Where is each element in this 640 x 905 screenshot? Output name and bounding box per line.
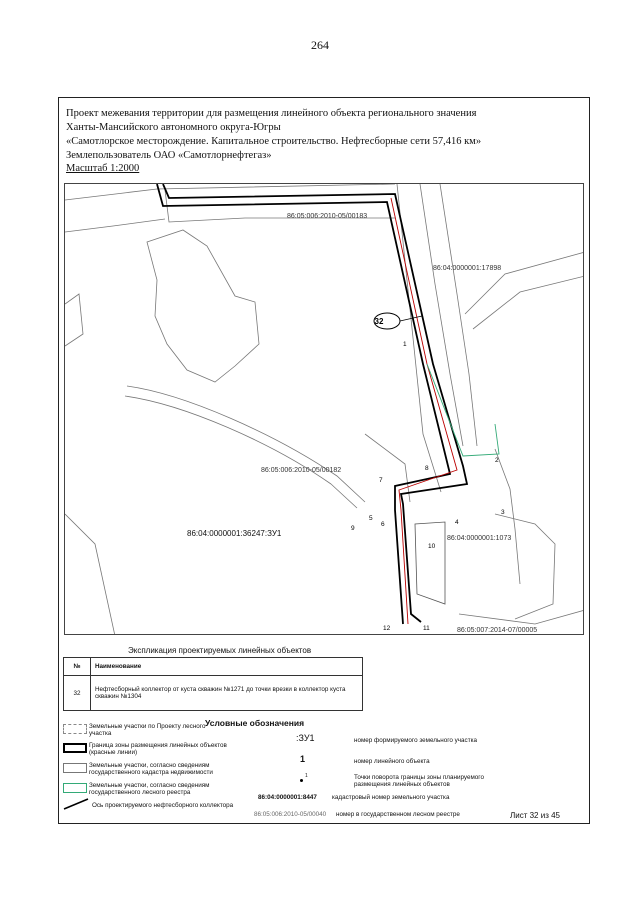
turning-point-label: 1 <box>403 341 407 348</box>
title-line-2: Ханты-Мансийского автономного округа-Югры <box>66 122 281 133</box>
legend-pipeline-axis-swatch <box>63 798 89 810</box>
row-name-cell: Нефтесборный коллектор от куста скважин №1271 до точки врезки в коллектор куста скважин №1304 <box>91 676 363 711</box>
turning-point-label: 3 <box>501 509 505 516</box>
legend-allocation-zone-swatch <box>63 743 87 753</box>
turning-point-label: 9 <box>351 525 355 532</box>
parcel-label: 86:04:0000001:17898 <box>433 265 502 272</box>
legend-item: Ось проектируемого нефтесборного коллектора <box>92 802 234 809</box>
legend-item: номер линейного объекта <box>354 758 430 765</box>
legend-item: номер формируемого земельного участка <box>354 737 477 744</box>
parcel-1073-outline <box>415 522 445 604</box>
legend-forest-plot-swatch <box>63 724 87 734</box>
parcel-label: 86:05:006:2010-05/00183 <box>287 213 368 220</box>
column-header-name: Наименование <box>91 658 363 676</box>
turning-point-dot-icon <box>300 779 303 782</box>
table-row <box>64 676 363 711</box>
turning-point-label: 7 <box>379 477 383 484</box>
column-header-number: № <box>64 658 91 676</box>
turning-point-label: 2 <box>495 457 499 464</box>
turning-point-label: 5 <box>369 515 373 522</box>
page-number: 264 <box>311 38 329 52</box>
explication-title: Экспликация проектируемых линейных объектов <box>128 646 312 655</box>
parcel-label: 86:04:0000001:1073 <box>447 535 512 542</box>
title-line-3: «Самотлорское месторождение. Капитальное строительство. Нефтесборные сети 57,416 км» <box>66 136 482 147</box>
legend-symbol: 86:05:006:2010-05/00040 <box>254 811 327 818</box>
legend-item: Граница зоны размещения линейных объектов (красные линии) <box>89 742 227 756</box>
legend-symbol: 1 <box>305 773 308 779</box>
parcel-label: 86:05:006:2010-05/00182 <box>261 467 342 474</box>
table-header-row <box>64 658 363 676</box>
legend-item: Земельные участки, согласно сведениям государственного лесного реестра <box>89 782 210 796</box>
legend-symbol: :ЗУ1 <box>296 733 315 743</box>
scale-label: Масштаб 1:2000 <box>66 163 140 174</box>
legend-symbol: 86:04:0000001:8447 <box>258 794 317 801</box>
legend-cadastre-swatch <box>63 763 87 773</box>
turning-point-label: 12 <box>383 625 391 632</box>
turning-point-label: 8 <box>425 465 429 472</box>
turning-point-label: 10 <box>428 543 436 550</box>
legend-forest-registry-swatch <box>63 783 87 793</box>
allocation-zone-boundary <box>157 184 467 624</box>
turning-point-label: 11 <box>423 625 430 632</box>
legend-title: Условные обозначения <box>205 718 305 728</box>
turning-point-label: 4 <box>455 519 459 526</box>
land-user-line: Землепользователь ОАО «Самотлорнефтегаз» <box>66 150 272 161</box>
sheet-label: Лист 32 из 45 <box>510 811 560 820</box>
legend-item: Земельные участки по Проекту лесного участка <box>89 723 206 737</box>
legend-item: Точки поворота границы зоны планируемого размещения линейных объектов <box>354 774 484 788</box>
legend-item: кадастровый номер земельного участка <box>332 794 450 801</box>
cadastral-map <box>64 183 584 635</box>
object-number-label: 32 <box>374 317 384 326</box>
title-line-1: Проект межевания территории для размещения линейного объекта регионального значения <box>66 108 477 119</box>
legend-item: номер в государственном лесном реестре <box>336 811 460 818</box>
legend-item: Земельные участки, согласно сведениям государственного кадастра недвижимости <box>89 762 213 776</box>
legend-symbol: 1 <box>300 754 306 764</box>
turning-point-label: 6 <box>381 521 385 528</box>
background-contours <box>65 184 584 635</box>
explication-table <box>63 657 363 711</box>
row-number-cell: 32 <box>64 676 91 711</box>
parcel-label: 86:04:0000001:36247:ЗУ1 <box>187 529 282 538</box>
parcel-label: 86:05:007:2014-07/00005 <box>457 627 538 634</box>
